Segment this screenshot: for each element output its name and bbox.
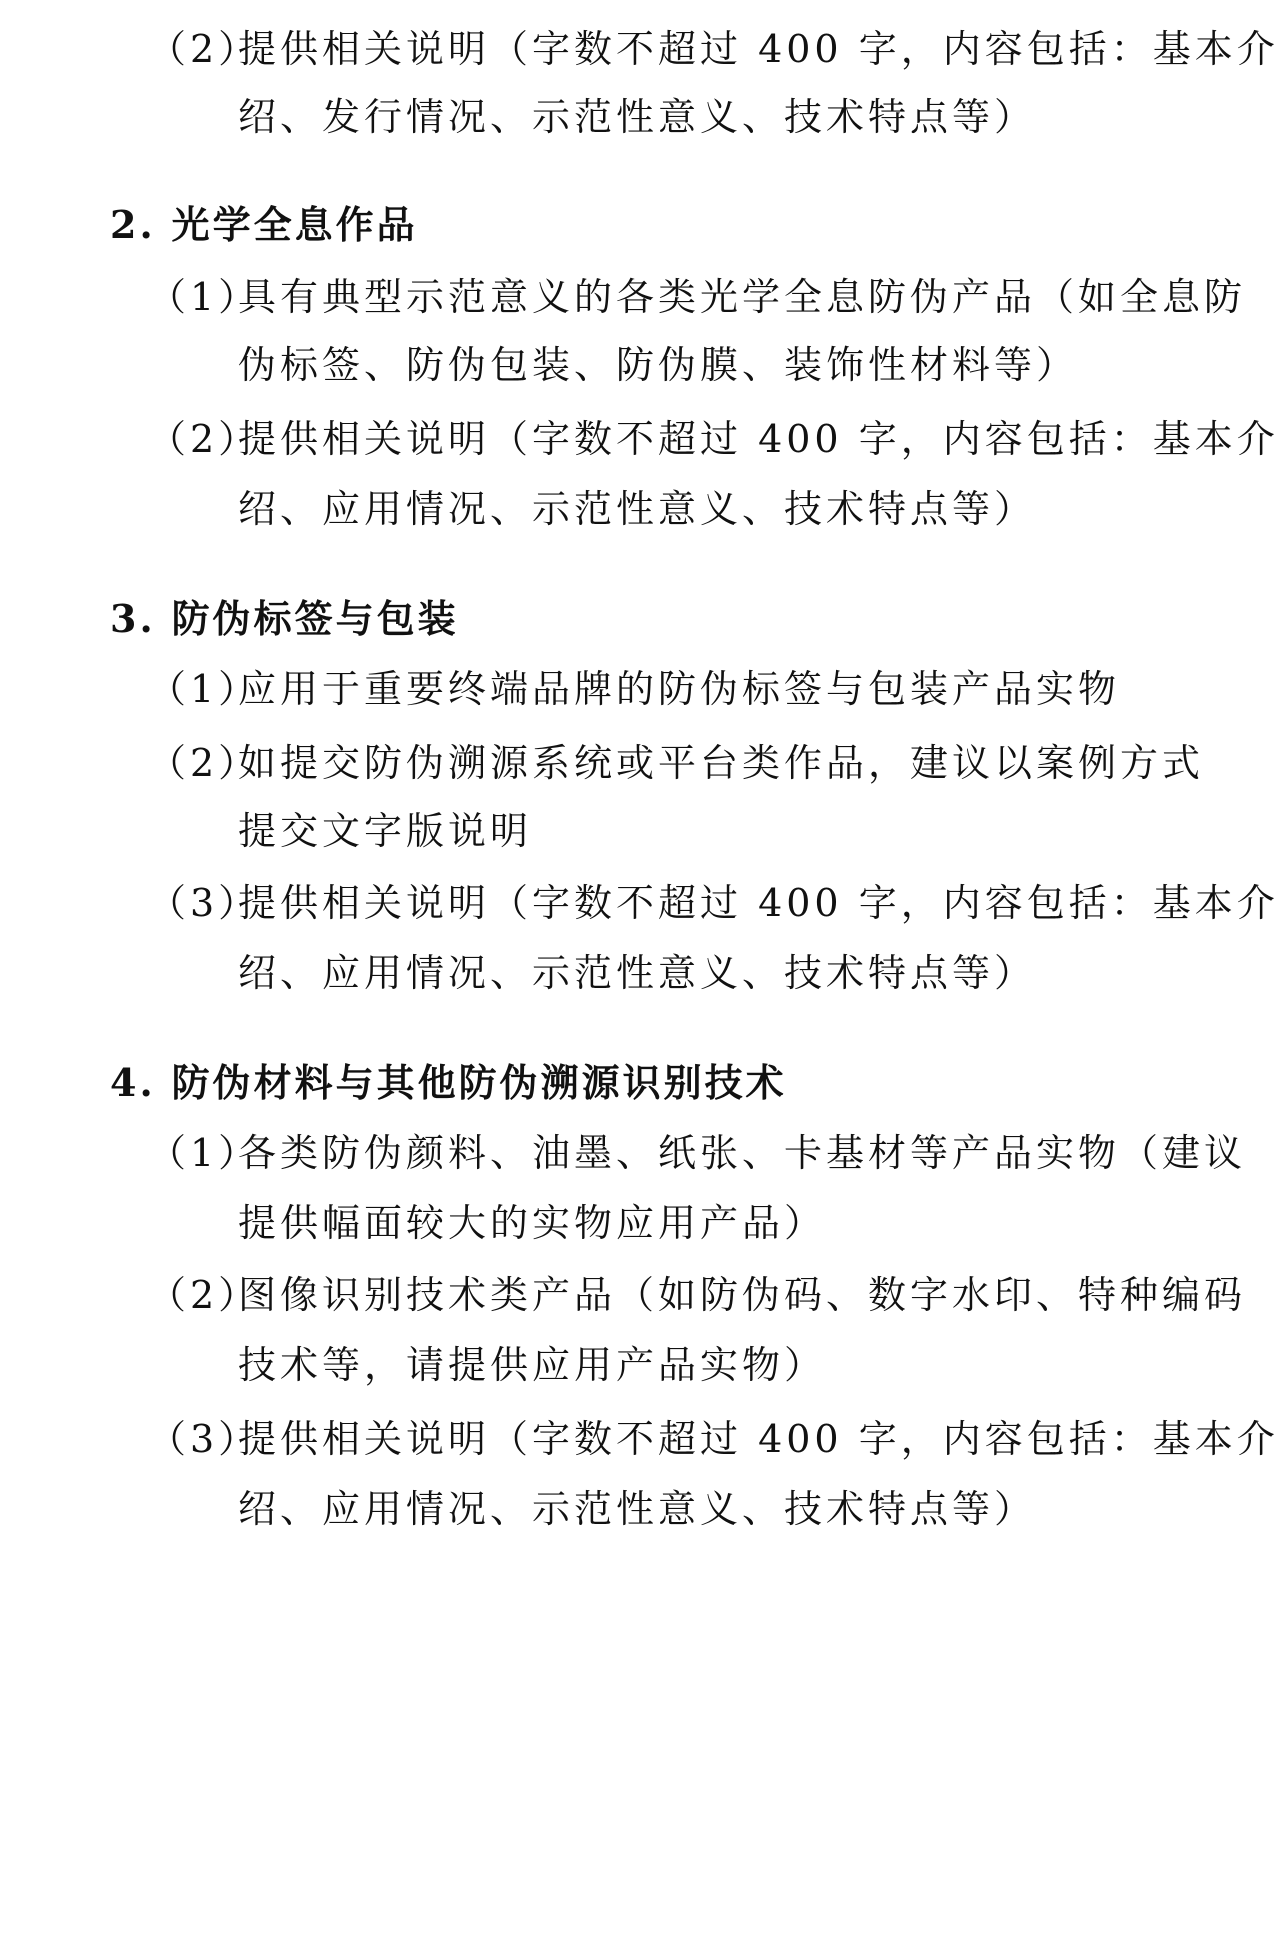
item-text: 如提交防伪溯源系统或平台类作品，建议以案例方式 — [238, 741, 1205, 785]
item-line — [238, 1201, 827, 1245]
section-title: 防伪材料与其他防伪溯源识别技术 — [171, 1061, 787, 1105]
item-line — [238, 343, 1079, 387]
item-line — [238, 487, 1037, 531]
item-marker: （2） — [148, 27, 261, 71]
section-title: 光学全息作品 — [171, 203, 418, 247]
item-line — [238, 95, 1037, 139]
item-text: 提供相关说明（字数不超过 400 字，内容包括：基本介 — [238, 1417, 1279, 1461]
section-heading — [110, 596, 459, 641]
item-text: 技术等，请提供应用产品实物） — [238, 1343, 827, 1387]
item-text: 绍、应用情况、示范性意义、技术特点等） — [238, 487, 1037, 531]
item-marker: （2） — [148, 1273, 261, 1317]
item-text: 各类防伪颜料、油墨、纸张、卡基材等产品实物（建议 — [238, 1131, 1247, 1175]
item-line — [148, 881, 1279, 925]
item-line — [148, 667, 1121, 711]
item-text: 图像识别技术类产品（如防伪码、数字水印、特种编码 — [238, 1273, 1247, 1317]
item-line — [148, 1273, 1247, 1317]
item-line — [148, 275, 1247, 319]
item-line — [238, 951, 1037, 995]
section-number: 3. — [110, 596, 156, 641]
section-heading — [110, 1060, 787, 1105]
item-text: 提交文字版说明 — [238, 809, 533, 853]
item-text: 具有典型示范意义的各类光学全息防伪产品（如全息防 — [238, 275, 1247, 319]
section-number: 2. — [110, 202, 156, 247]
item-marker: （2） — [148, 417, 261, 461]
item-text: 绍、应用情况、示范性意义、技术特点等） — [238, 951, 1037, 995]
item-text: 绍、发行情况、示范性意义、技术特点等） — [238, 95, 1037, 139]
item-marker: （1） — [148, 275, 261, 319]
item-line — [238, 1343, 827, 1387]
item-text: 提供幅面较大的实物应用产品） — [238, 1201, 827, 1245]
item-line — [238, 809, 533, 853]
item-text: 伪标签、防伪包装、防伪膜、装饰性材料等） — [238, 343, 1079, 387]
item-text: 提供相关说明（字数不超过 400 字，内容包括：基本介 — [238, 417, 1279, 461]
item-marker: （2） — [148, 741, 261, 785]
section-heading — [110, 202, 418, 247]
item-marker: （3） — [148, 1417, 261, 1461]
item-text: 提供相关说明（字数不超过 400 字，内容包括：基本介 — [238, 27, 1279, 71]
item-line — [148, 417, 1279, 461]
item-text: 绍、应用情况、示范性意义、技术特点等） — [238, 1487, 1037, 1531]
item-line — [148, 1417, 1279, 1461]
item-line — [148, 1131, 1247, 1175]
section-title: 防伪标签与包装 — [171, 597, 459, 641]
section-number: 4. — [110, 1060, 156, 1105]
item-line — [148, 27, 1279, 71]
item-text: 提供相关说明（字数不超过 400 字，内容包括：基本介 — [238, 881, 1279, 925]
item-marker: （1） — [148, 1131, 261, 1175]
item-marker: （1） — [148, 667, 261, 711]
item-marker: （3） — [148, 881, 261, 925]
item-text: 应用于重要终端品牌的防伪标签与包装产品实物 — [238, 667, 1121, 711]
item-line — [238, 1487, 1037, 1531]
item-line — [148, 741, 1205, 785]
